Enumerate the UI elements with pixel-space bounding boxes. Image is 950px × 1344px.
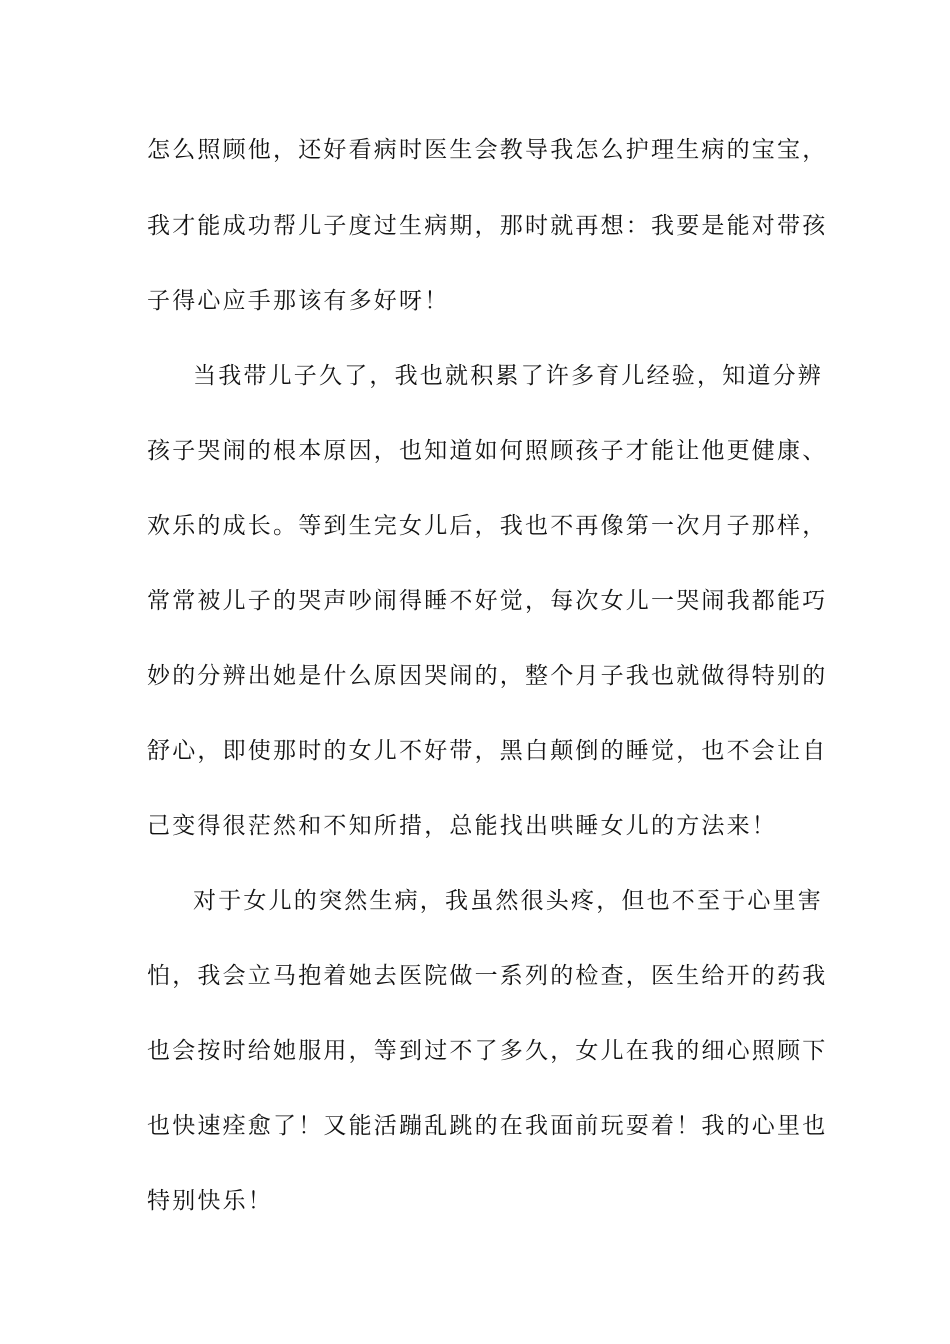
text-line-9: 舒心，即使那时的女儿不好带，黑白颠倒的睡觉，也不会让自 xyxy=(147,738,828,764)
text-line-13: 也会按时给她服用，等到过不了多久，女儿在我的细心照顾下 xyxy=(147,1038,828,1064)
text-line-14: 也快速痊愈了！又能活蹦乱跳的在我面前玩耍着！我的心里也 xyxy=(147,1113,828,1139)
paragraph-3-first-line: 对于女儿的突然生病，我虽然很头疼，但也不至于心里害 xyxy=(193,888,823,914)
text-line-7: 常常被儿子的哭声吵闹得睡不好觉，每次女儿一哭闹我都能巧 xyxy=(147,588,828,614)
text-line-5: 孩子哭闹的根本原因，也知道如何照顾孩子才能让他更健康、 xyxy=(147,438,828,464)
text-line-1: 怎么照顾他，还好看病时医生会教导我怎么护理生病的宝宝， xyxy=(147,137,828,163)
text-line-6: 欢乐的成长。等到生完女儿后，我也不再像第一次月子那样， xyxy=(147,513,828,539)
text-line-3: 子得心应手那该有多好呀！ xyxy=(147,288,450,314)
paragraph-2-first-line: 当我带儿子久了，我也就积累了许多育儿经验，知道分辨 xyxy=(193,363,823,389)
text-line-12: 怕，我会立马抱着她去医院做一系列的检查，医生给开的药我 xyxy=(147,963,828,989)
text-line-10: 己变得很茫然和不知所措，总能找出哄睡女儿的方法来！ xyxy=(147,813,777,839)
text-line-15: 特别快乐！ xyxy=(147,1188,273,1214)
text-line-2: 我才能成功帮儿子度过生病期，那时就再想：我要是能对带孩 xyxy=(147,213,828,239)
text-line-8: 妙的分辨出她是什么原因哭闹的，整个月子我也就做得特别的 xyxy=(147,663,828,689)
